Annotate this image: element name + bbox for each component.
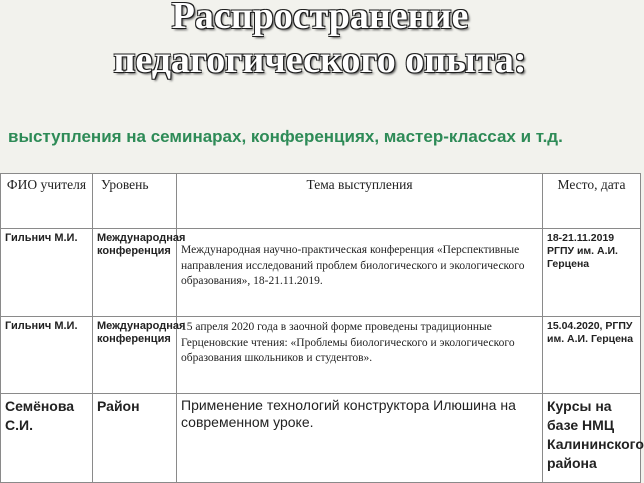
slide-title-line2: педагогического опыта: bbox=[113, 39, 527, 81]
table-row bbox=[1, 229, 641, 317]
header-teacher: ФИО учителя bbox=[1, 174, 93, 229]
table-row bbox=[1, 317, 641, 394]
cell-level: Международная конференция bbox=[93, 317, 177, 394]
slide-subtitle: выступления на семинарах, конференциях, мастер-классах и т.д. bbox=[8, 127, 563, 146]
slide-title-line1: Распространение bbox=[171, 0, 469, 37]
header-place-date: Место, дата bbox=[543, 174, 641, 229]
table-row bbox=[1, 394, 641, 483]
cell-topic: 15 апреля 2020 года в заочной форме проведены традиционные Герценовские чтения: «Проблемы биологического и экологического образования школьников и студентов». bbox=[177, 317, 543, 394]
cell-teacher: Гильнич М.И. bbox=[1, 317, 93, 394]
table-header-row bbox=[1, 174, 641, 229]
cell-place-date: 15.04.2020, РГПУ им. А.И. Герцена bbox=[543, 317, 641, 394]
cell-teacher: Гильнич М.И. bbox=[1, 229, 93, 317]
slide-title bbox=[0, 0, 640, 110]
cell-level: Международная конференция bbox=[93, 229, 177, 317]
cell-place-date: 18-21.11.2019 РГПУ им. А.И. Герцена bbox=[543, 229, 641, 317]
cell-place-date: Курсы на базе НМЦ Калининского района bbox=[543, 394, 641, 483]
cell-teacher: Семёнова С.И. bbox=[1, 394, 93, 483]
cell-topic: Международная научно-практическая конференция «Перспективные направления исследований проблем биологического и экологического образования», 18-21.11.2019. bbox=[177, 229, 543, 317]
cell-topic: Применение технологий конструктора Илюшина на современном уроке. bbox=[177, 394, 543, 483]
header-topic: Тема выступления bbox=[177, 174, 543, 229]
cell-level: Район bbox=[93, 394, 177, 483]
experience-table bbox=[0, 173, 644, 483]
header-level: Уровень bbox=[93, 174, 177, 229]
